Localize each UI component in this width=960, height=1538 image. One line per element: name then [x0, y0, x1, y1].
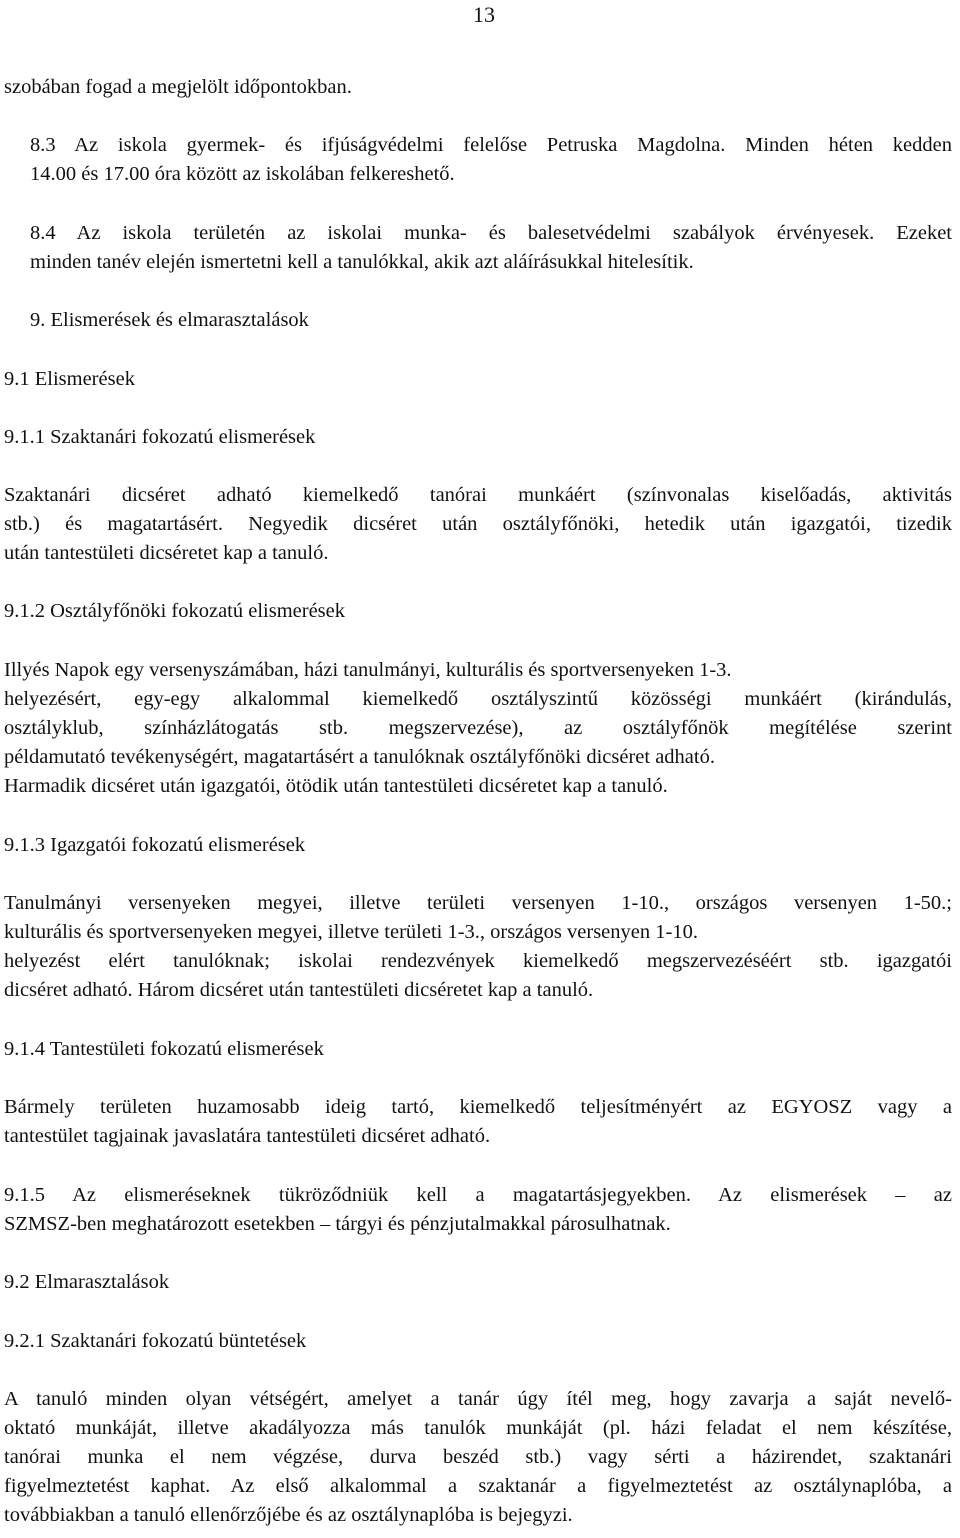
text-line: helyezésért, egy-egy alkalommal kiemelkedő osztályszintű közösségi munkáért (kirándulás, [4, 688, 952, 710]
text-line: 9.1.5 Az elismeréseknek tükröződniük kell a magatartásjegyekben. Az elismerések – az [4, 1184, 952, 1206]
page-number: 13 [473, 2, 495, 27]
subsection-heading: 9.1.3 Igazgatói fokozatú elismerések [4, 834, 306, 856]
subsection-heading: 9.2.1 Szaktanári fokozatú büntetések [4, 1330, 307, 1352]
text-line: SZMSZ-ben meghatározott esetekben – tárgyi és pénzjutalmakkal párosulhatnak. [4, 1213, 671, 1235]
text-line: A tanuló minden olyan vétségért, amelyet a tanár úgy ítél meg, hogy zavarja a saját nevelő- [4, 1388, 952, 1410]
text-line: Szaktanári dicséret adható kiemelkedő tanórai munkáért (színvonalas kiselőadás, aktivitás [4, 484, 952, 506]
subsection-heading: 9.1 Elismerések [4, 368, 135, 390]
text-line: Bármely területen huzamosabb ideig tartó, kiemelkedő teljesítményért az EGYOSZ vagy a [4, 1096, 952, 1118]
text-line: stb.) és magatartásért. Negyedik dicséret után osztályfőnöki, hetedik után igazgatói, tizedik [4, 513, 952, 535]
text-line: helyezést elért tanulóknak; iskolai rendezvények kiemelkedő megszervezéséért stb. igazgatói [4, 950, 952, 972]
text-line: figyelmeztetést kaphat. Az első alkalommal a szaktanár a figyelmeztetést az osztálynaplóba, a [4, 1475, 952, 1497]
text-line: Illyés Napok egy versenyszámában, házi tanulmányi, kulturális és sportversenyeken 1-3. [4, 659, 732, 681]
text-line: példamutató tevékenységért, magatartásért a tanulóknak osztályfőnöki dicséret adható. [4, 746, 715, 768]
text-line: dicséret adható. Három dicséret után tantestületi dicséretet kap a tanuló. [4, 979, 594, 1001]
subsection-heading: 9.1.1 Szaktanári fokozatú elismerések [4, 426, 316, 448]
text-line: szobában fogad a megjelölt időpontokban. [4, 76, 352, 98]
text-line: 8.3 Az iskola gyermek- és ifjúságvédelmi felelőse Petruska Magdolna. Minden héten kedden [30, 134, 952, 156]
text-line: után tantestületi dicséretet kap a tanuló. [4, 542, 329, 564]
text-line: 14.00 és 17.00 óra között az iskolában felkereshető. [30, 163, 455, 185]
subsection-heading: 9.1.2 Osztályfőnöki fokozatú elismerések [4, 600, 346, 622]
text-line: minden tanév elején ismertetni kell a tanulókkal, akik azt aláírásukkal hitelesítik. [30, 251, 694, 273]
text-line: Harmadik dicséret után igazgatói, ötödik után tantestületi dicséretet kap a tanuló. [4, 775, 668, 797]
text-line: kulturális és sportversenyeken megyei, illetve területi 1-3., országos versenyen 1-10. [4, 921, 698, 943]
subsection-heading: 9.1.4 Tantestületi fokozatú elismerések [4, 1038, 324, 1060]
text-line: osztályklub, színházlátogatás stb. megszervezése), az osztályfőnök megítélése szerint [4, 717, 952, 739]
text-line: továbbiakban a tanuló ellenőrzőjébe és az osztálynaplóba is bejegyzi. [4, 1504, 573, 1526]
text-line: Tanulmányi versenyeken megyei, illetve területi versenyen 1-10., országos versenyen 1-50.; [4, 892, 952, 914]
text-line: 8.4 Az iskola területén az iskolai munka- és balesetvédelmi szabályok érvényesek. Ezeket [30, 222, 952, 244]
text-line: tanórai munka el nem végzése, durva beszéd stb.) vagy sérti a házirendet, szaktanári [4, 1446, 952, 1468]
text-line: oktató munkáját, illetve akadályozza más tanulók munkáját (pl. házi feladat el nem készítése, [4, 1417, 952, 1439]
text-line: tantestület tagjainak javaslatára tantestületi dicséret adható. [4, 1125, 491, 1147]
section-heading: 9. Elismerések és elmarasztalások [30, 309, 309, 331]
subsection-heading: 9.2 Elmarasztalások [4, 1271, 170, 1293]
